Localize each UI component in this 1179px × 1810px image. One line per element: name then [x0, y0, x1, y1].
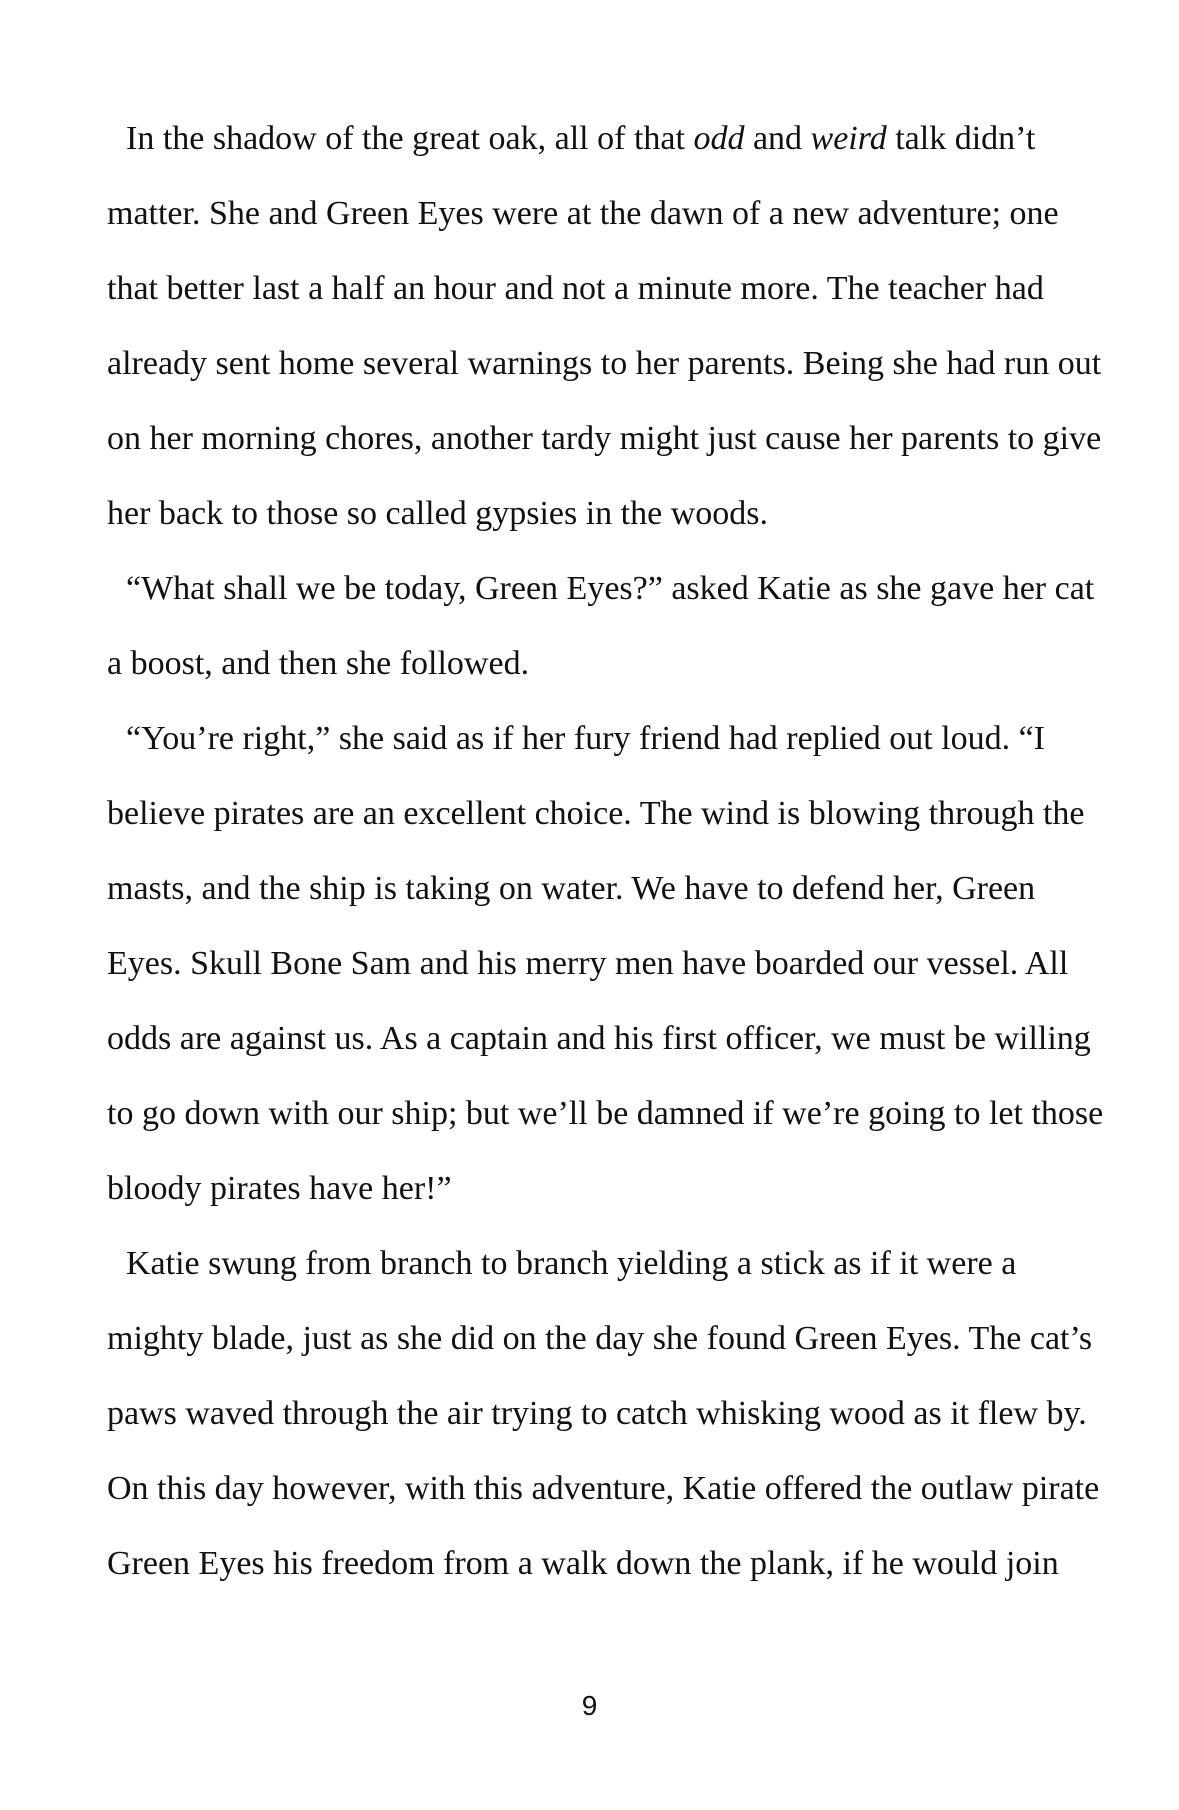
- paragraph-3-line-7: bloody pirates have her!”: [107, 1170, 452, 1207]
- paragraph-2-line-2: a boost, and then she followed.: [107, 645, 530, 682]
- paragraph-3-line-2: believe pirates are an excellent choice. The wind is blowing through the: [107, 795, 1085, 832]
- paragraph-3-line-1: “You’re right,” she said as if her fury friend had replied out loud. “I: [126, 720, 1045, 757]
- paragraph-3-line-4: Eyes. Skull Bone Sam and his merry men have boarded our vessel. All: [107, 945, 1069, 982]
- paragraph-3-line-3: masts, and the ship is taking on water. We have to defend her, Green: [107, 870, 1036, 907]
- paragraph-3-line-5: odds are against us. As a captain and his first officer, we must be willing: [107, 1020, 1091, 1057]
- paragraph-2-line-1: “What shall we be today, Green Eyes?” asked Katie as she gave her cat: [126, 570, 1095, 607]
- paragraph-1-line-3: that better last a half an hour and not a minute more. The teacher had: [107, 270, 1044, 307]
- paragraph-1-line-2: matter. She and Green Eyes were at the dawn of a new adventure; one: [107, 195, 1059, 232]
- paragraph-4-line-5: Green Eyes his freedom from a walk down the plank, if he would join: [107, 1545, 1059, 1582]
- text-run: In the shadow of the great oak, all of that: [126, 120, 694, 157]
- paragraph-3-line-6: to go down with our ship; but we’ll be damned if we’re going to let those: [107, 1095, 1104, 1132]
- paragraph-1-line-1: [107, 101, 1087, 176]
- paragraph-4-line-4: On this day however, with this adventure, Katie offered the outlaw pirate: [107, 1470, 1100, 1507]
- text-run: and: [744, 120, 811, 157]
- paragraph-4-line-1: Katie swung from branch to branch yielding a stick as if it were a: [126, 1245, 1017, 1282]
- paragraph-4-line-2: mighty blade, just as she did on the day she found Green Eyes. The cat’s: [107, 1320, 1093, 1357]
- italic-word-odd: odd: [693, 120, 745, 157]
- body-text: [107, 101, 1104, 1601]
- page-number: 9: [581, 1690, 598, 1721]
- paragraph-1-line-6: her back to those so called gypsies in the woods.: [107, 495, 768, 532]
- text-run: talk didn’t: [886, 120, 1036, 157]
- paragraph-1-line-5: on her morning chores, another tardy might just cause her parents to give: [107, 420, 1102, 457]
- paragraph-1-line-4: already sent home several warnings to her parents. Being she had run out: [107, 345, 1102, 382]
- italic-word-weird: weird: [810, 120, 887, 157]
- paragraph-4-line-3: paws waved through the air trying to catch whisking wood as it flew by.: [107, 1395, 1087, 1432]
